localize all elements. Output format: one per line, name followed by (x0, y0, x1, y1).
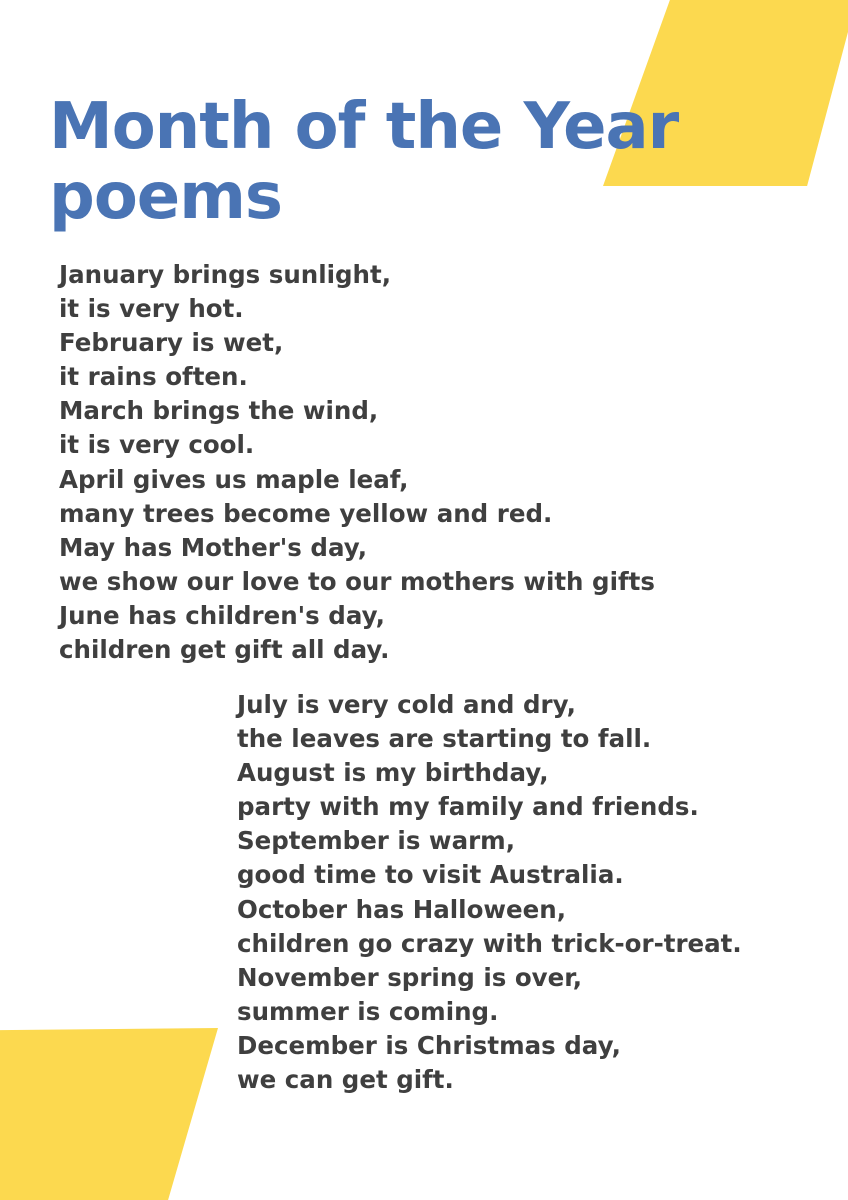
poem-stanza-january-to-june (59, 258, 655, 667)
yellow-accent-shape-bottom (0, 1028, 218, 1200)
page-title (49, 92, 769, 232)
poem-stanza-july-to-december (237, 688, 742, 1097)
poem-line: many trees become yellow and red. (59, 498, 553, 528)
poem-line: June has children's day, (59, 600, 385, 630)
poem-line: October has Halloween, (237, 894, 567, 924)
poem-line: children go crazy with trick-or-treat. (237, 928, 742, 958)
poem-line: party with my family and friends. (237, 792, 699, 822)
poem-line: September is warm, (237, 826, 516, 856)
poem-line: it is very cool. (59, 430, 255, 460)
poem-line: July is very cold and dry, (237, 690, 576, 719)
poem-line: it is very hot. (59, 294, 244, 324)
title-line-1: Month of the Year (49, 90, 679, 164)
poem-line: April gives us maple leaf, (59, 464, 409, 494)
poem-line: December is Christmas day, (237, 1030, 621, 1060)
poem-line: the leaves are starting to fall. (237, 724, 652, 754)
poem-line: we show our love to our mothers with gifts (59, 566, 655, 596)
poem-line: January brings sunlight, (59, 260, 392, 289)
poem-line: we can get gift. (237, 1065, 454, 1095)
poem-line: March brings the wind, (59, 396, 379, 426)
poem-line: November spring is over, (237, 962, 583, 992)
poem-line: May has Mother's day, (59, 532, 368, 562)
poem-line: children get gift all day. (59, 635, 390, 665)
poem-line: it rains often. (59, 362, 248, 392)
title-line-2: poems (49, 160, 282, 234)
poem-line: August is my birthday, (237, 758, 549, 788)
poem-line: February is wet, (59, 328, 284, 358)
poem-line: summer is coming. (237, 996, 499, 1026)
poem-line: good time to visit Australia. (237, 860, 624, 890)
